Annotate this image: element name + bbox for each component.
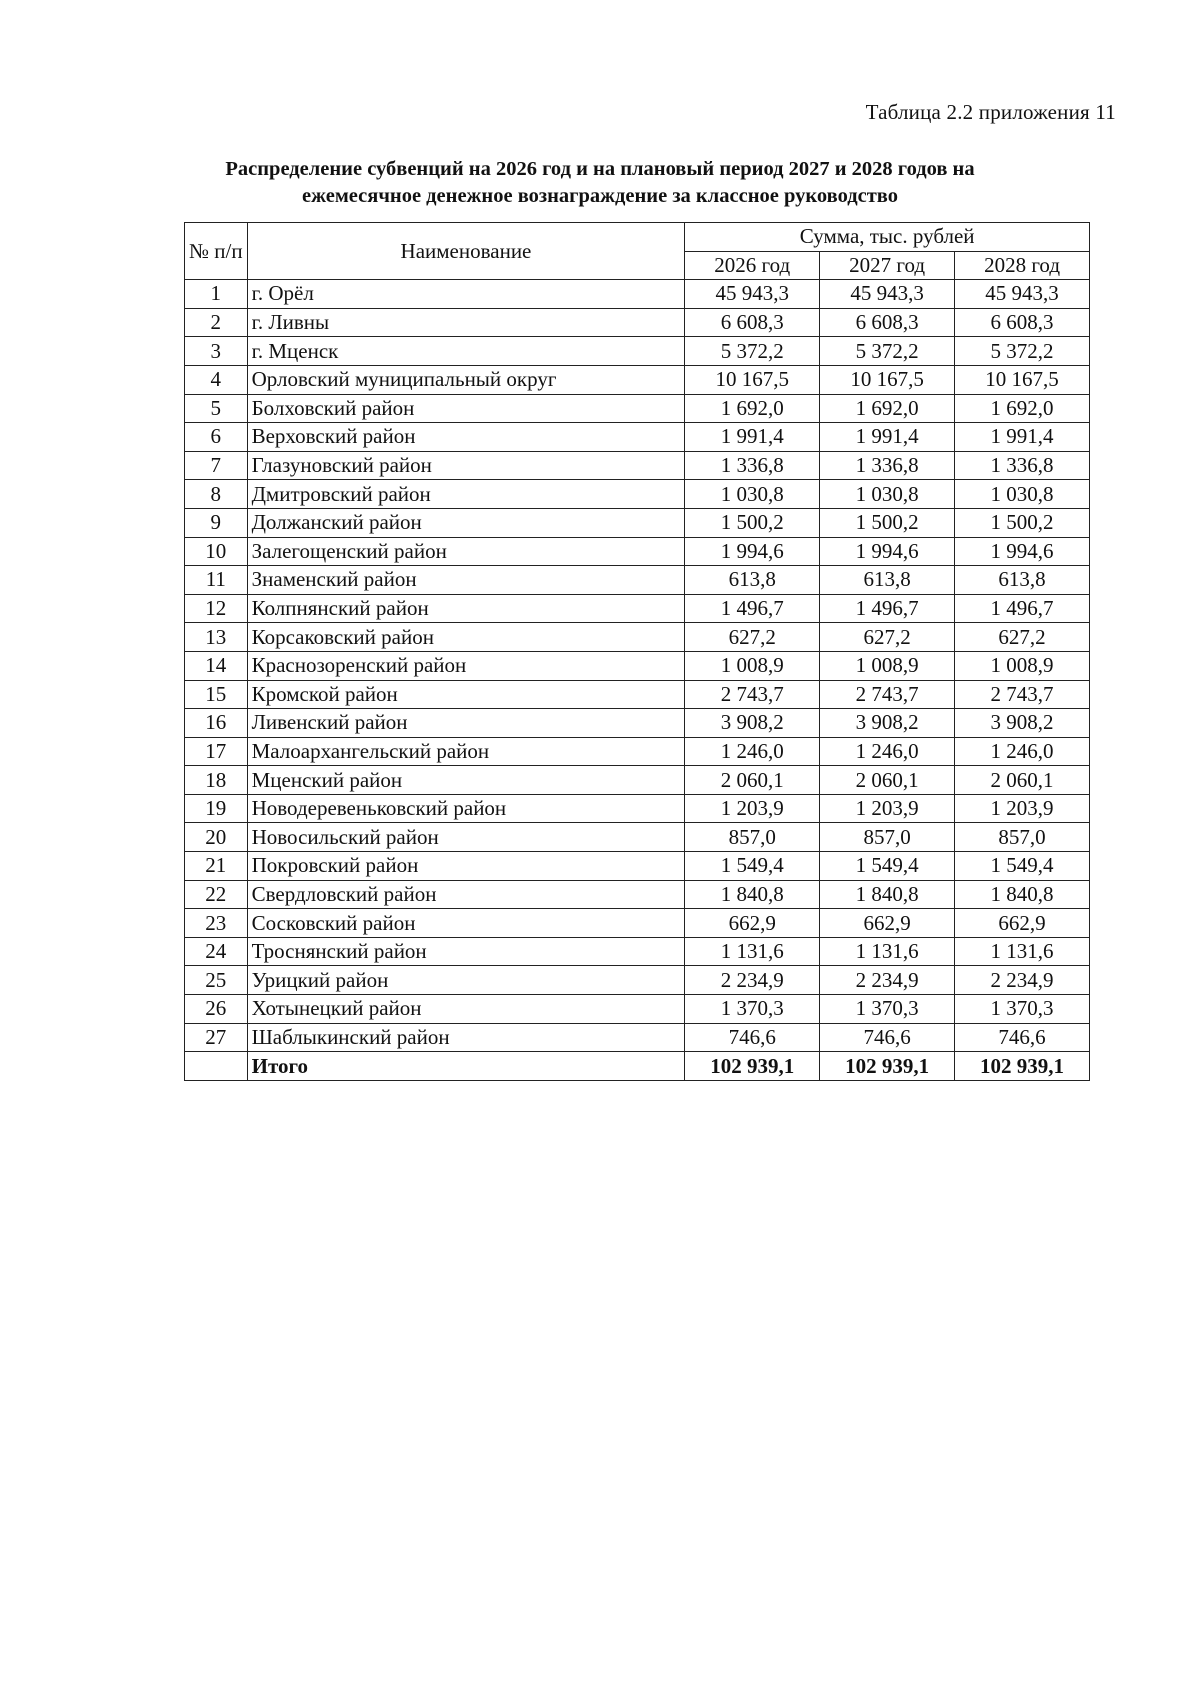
row-number: 10 [185, 537, 248, 566]
row-value-2026: 45 943,3 [685, 280, 820, 309]
row-value-2027: 627,2 [820, 623, 955, 652]
row-value-2027: 1 131,6 [820, 937, 955, 966]
table-row [185, 1023, 1090, 1052]
table-row [185, 995, 1090, 1024]
row-name: Должанский район [247, 508, 685, 537]
row-number: 2 [185, 308, 248, 337]
row-value-2027: 10 167,5 [820, 365, 955, 394]
row-number: 16 [185, 709, 248, 738]
row-value-2027: 1 692,0 [820, 394, 955, 423]
row-value-2026: 1 131,6 [685, 937, 820, 966]
row-number: 4 [185, 365, 248, 394]
row-value-2028: 1 549,4 [955, 852, 1090, 881]
row-number: 25 [185, 966, 248, 995]
total-number-cell [185, 1052, 248, 1081]
row-value-2026: 1 370,3 [685, 995, 820, 1024]
row-value-2026: 2 743,7 [685, 680, 820, 709]
table-row [185, 394, 1090, 423]
column-header-year: 2026 год [685, 251, 820, 280]
row-value-2027: 1 246,0 [820, 737, 955, 766]
table-row [185, 737, 1090, 766]
column-header-year: 2027 год [820, 251, 955, 280]
row-name: Дмитровский район [247, 480, 685, 509]
row-name: Краснозоренский район [247, 651, 685, 680]
table-row [185, 508, 1090, 537]
row-value-2028: 1 008,9 [955, 651, 1090, 680]
row-name: Свердловский район [247, 880, 685, 909]
row-number: 19 [185, 794, 248, 823]
row-name: Покровский район [247, 852, 685, 881]
row-value-2028: 627,2 [955, 623, 1090, 652]
row-name: Кромской район [247, 680, 685, 709]
table-row [185, 537, 1090, 566]
table-row [185, 823, 1090, 852]
row-value-2027: 45 943,3 [820, 280, 955, 309]
row-number: 17 [185, 737, 248, 766]
row-value-2026: 1 008,9 [685, 651, 820, 680]
row-number: 13 [185, 623, 248, 652]
row-value-2028: 2 743,7 [955, 680, 1090, 709]
table-row [185, 365, 1090, 394]
column-header-name: Наименование [247, 223, 685, 280]
row-value-2027: 1 991,4 [820, 423, 955, 452]
row-name: Верховский район [247, 423, 685, 452]
row-value-2028: 857,0 [955, 823, 1090, 852]
row-value-2028: 1 500,2 [955, 508, 1090, 537]
table-row [185, 937, 1090, 966]
row-number: 22 [185, 880, 248, 909]
table-row [185, 651, 1090, 680]
table-row [185, 709, 1090, 738]
table-body [185, 280, 1090, 1081]
total-value-2028: 102 939,1 [955, 1052, 1090, 1081]
row-value-2027: 1 008,9 [820, 651, 955, 680]
total-label: Итого [247, 1052, 685, 1081]
row-number: 27 [185, 1023, 248, 1052]
row-value-2028: 1 030,8 [955, 480, 1090, 509]
table-row [185, 594, 1090, 623]
subsidy-table [184, 222, 1090, 1081]
table-header [185, 223, 1090, 280]
row-name: Новосильский район [247, 823, 685, 852]
row-value-2026: 1 336,8 [685, 451, 820, 480]
total-value-2027: 102 939,1 [820, 1052, 955, 1081]
row-value-2027: 1 549,4 [820, 852, 955, 881]
row-value-2028: 1 692,0 [955, 394, 1090, 423]
row-name: Колпнянский район [247, 594, 685, 623]
row-value-2028: 1 496,7 [955, 594, 1090, 623]
row-value-2026: 1 500,2 [685, 508, 820, 537]
row-number: 11 [185, 566, 248, 595]
row-value-2026: 2 234,9 [685, 966, 820, 995]
row-value-2026: 857,0 [685, 823, 820, 852]
total-row [185, 1052, 1090, 1081]
table-row [185, 423, 1090, 452]
table-row [185, 909, 1090, 938]
row-value-2028: 1 994,6 [955, 537, 1090, 566]
row-number: 1 [185, 280, 248, 309]
row-value-2027: 1 994,6 [820, 537, 955, 566]
table-row [185, 623, 1090, 652]
row-value-2028: 613,8 [955, 566, 1090, 595]
row-value-2026: 1 246,0 [685, 737, 820, 766]
row-value-2028: 1 246,0 [955, 737, 1090, 766]
row-value-2026: 613,8 [685, 566, 820, 595]
row-name: Урицкий район [247, 966, 685, 995]
row-name: Мценский район [247, 766, 685, 795]
column-header-year: 2028 год [955, 251, 1090, 280]
row-value-2026: 746,6 [685, 1023, 820, 1052]
row-value-2028: 6 608,3 [955, 308, 1090, 337]
row-value-2026: 1 991,4 [685, 423, 820, 452]
row-number: 14 [185, 651, 248, 680]
table-row [185, 680, 1090, 709]
row-value-2027: 2 060,1 [820, 766, 955, 795]
row-value-2028: 1 370,3 [955, 995, 1090, 1024]
row-value-2026: 1 549,4 [685, 852, 820, 881]
row-number: 3 [185, 337, 248, 366]
row-value-2027: 746,6 [820, 1023, 955, 1052]
title-line-2: ежемесячное денежное вознаграждение за классное руководство [302, 185, 898, 207]
row-value-2026: 1 692,0 [685, 394, 820, 423]
row-number: 7 [185, 451, 248, 480]
row-name: Новодеревеньковский район [247, 794, 685, 823]
row-name: Орловский муниципальный округ [247, 365, 685, 394]
row-number: 18 [185, 766, 248, 795]
row-name: г. Ливны [247, 308, 685, 337]
row-name: г. Мценск [247, 337, 685, 366]
row-value-2028: 1 203,9 [955, 794, 1090, 823]
row-value-2027: 1 840,8 [820, 880, 955, 909]
row-value-2028: 10 167,5 [955, 365, 1090, 394]
row-value-2028: 746,6 [955, 1023, 1090, 1052]
row-value-2026: 6 608,3 [685, 308, 820, 337]
row-name: г. Орёл [247, 280, 685, 309]
row-number: 9 [185, 508, 248, 537]
row-value-2027: 613,8 [820, 566, 955, 595]
row-value-2028: 2 234,9 [955, 966, 1090, 995]
row-value-2026: 1 840,8 [685, 880, 820, 909]
row-value-2028: 1 131,6 [955, 937, 1090, 966]
row-value-2026: 3 908,2 [685, 709, 820, 738]
row-value-2027: 3 908,2 [820, 709, 955, 738]
row-value-2026: 5 372,2 [685, 337, 820, 366]
column-header-number: № п/п [185, 223, 248, 280]
row-number: 24 [185, 937, 248, 966]
row-name: Ливенский район [247, 709, 685, 738]
table-row [185, 880, 1090, 909]
row-number: 12 [185, 594, 248, 623]
row-number: 21 [185, 852, 248, 881]
row-value-2027: 1 030,8 [820, 480, 955, 509]
table-row [185, 794, 1090, 823]
table-row [185, 766, 1090, 795]
row-value-2028: 3 908,2 [955, 709, 1090, 738]
row-value-2026: 1 030,8 [685, 480, 820, 509]
column-header-sum: Сумма, тыс. рублей [685, 223, 1090, 252]
row-number: 5 [185, 394, 248, 423]
row-value-2027: 662,9 [820, 909, 955, 938]
table-row [185, 337, 1090, 366]
row-number: 15 [185, 680, 248, 709]
table-reference: Таблица 2.2 приложения 11 [865, 100, 1116, 124]
table-row [185, 451, 1090, 480]
row-value-2028: 662,9 [955, 909, 1090, 938]
row-value-2027: 5 372,2 [820, 337, 955, 366]
row-name: Троснянский район [247, 937, 685, 966]
row-value-2027: 6 608,3 [820, 308, 955, 337]
row-value-2027: 1 336,8 [820, 451, 955, 480]
row-value-2027: 1 500,2 [820, 508, 955, 537]
row-value-2027: 1 203,9 [820, 794, 955, 823]
row-name: Корсаковский район [247, 623, 685, 652]
table-row [185, 852, 1090, 881]
table-row [185, 966, 1090, 995]
row-value-2027: 1 496,7 [820, 594, 955, 623]
table-row [185, 480, 1090, 509]
row-value-2028: 5 372,2 [955, 337, 1090, 366]
row-number: 26 [185, 995, 248, 1024]
row-name: Залегощенский район [247, 537, 685, 566]
row-value-2026: 627,2 [685, 623, 820, 652]
row-value-2026: 1 994,6 [685, 537, 820, 566]
row-value-2026: 2 060,1 [685, 766, 820, 795]
row-value-2028: 1 840,8 [955, 880, 1090, 909]
row-number: 6 [185, 423, 248, 452]
total-value-2026: 102 939,1 [685, 1052, 820, 1081]
table-row [185, 280, 1090, 309]
row-number: 23 [185, 909, 248, 938]
row-value-2027: 2 743,7 [820, 680, 955, 709]
row-value-2027: 2 234,9 [820, 966, 955, 995]
table-row [185, 308, 1090, 337]
row-value-2028: 1 991,4 [955, 423, 1090, 452]
row-value-2027: 857,0 [820, 823, 955, 852]
row-name: Хотынецкий район [247, 995, 685, 1024]
row-name: Шаблыкинский район [247, 1023, 685, 1052]
row-value-2027: 1 370,3 [820, 995, 955, 1024]
row-value-2026: 1 203,9 [685, 794, 820, 823]
row-number: 20 [185, 823, 248, 852]
row-name: Болховский район [247, 394, 685, 423]
row-value-2028: 2 060,1 [955, 766, 1090, 795]
row-name: Знаменский район [247, 566, 685, 595]
row-value-2028: 1 336,8 [955, 451, 1090, 480]
row-number: 8 [185, 480, 248, 509]
document-title [140, 156, 1060, 210]
row-name: Малоархангельский район [247, 737, 685, 766]
row-name: Глазуновский район [247, 451, 685, 480]
row-value-2026: 662,9 [685, 909, 820, 938]
row-name: Сосковский район [247, 909, 685, 938]
title-line-1: Распределение субвенций на 2026 год и на плановый период 2027 и 2028 годов на [225, 158, 975, 180]
row-value-2026: 10 167,5 [685, 365, 820, 394]
row-value-2026: 1 496,7 [685, 594, 820, 623]
row-value-2028: 45 943,3 [955, 280, 1090, 309]
table-row [185, 566, 1090, 595]
